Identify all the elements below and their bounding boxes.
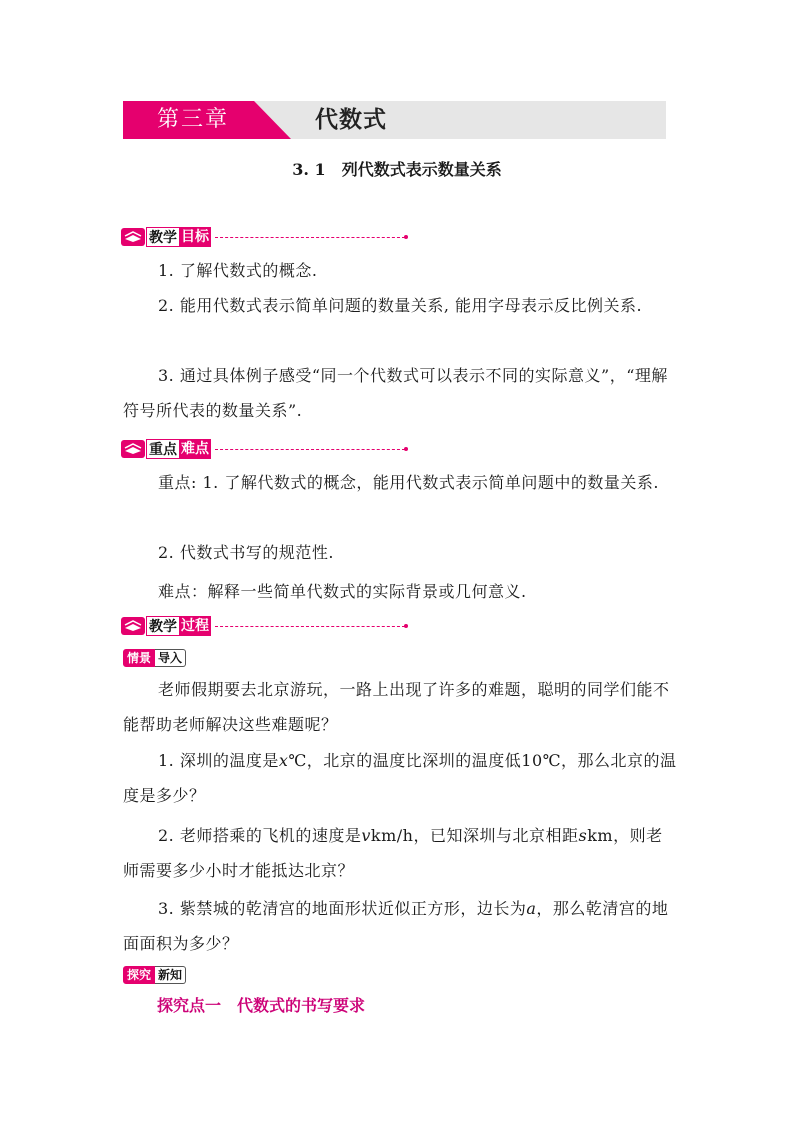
variable-s: s [578, 826, 588, 845]
book-icon [120, 227, 146, 247]
label-teaching-process [120, 616, 408, 636]
divider [215, 449, 405, 450]
divider-end [404, 447, 408, 451]
section-title: 3. 1 列代数式表示数量关系 [292, 160, 502, 179]
question-2: 2. 老师搭乘的飞机的速度是vkm/h，已知深圳与北京相距skm，则老师需要多少小时才能抵达北京？ [123, 826, 663, 880]
tag-explore-new [123, 966, 186, 984]
label-key-points [120, 439, 408, 459]
variable-a: a [526, 899, 537, 918]
label-part-1: 教学 [146, 227, 179, 247]
key-point-2: 2. 代数式书写的规范性. [158, 543, 334, 562]
divider-end [404, 624, 408, 628]
tag-part-2: 导入 [155, 649, 186, 667]
variable-x: x [278, 751, 289, 770]
tag-part-1: 情景 [123, 649, 155, 667]
explore-heading: 探究点一 代数式的书写要求 [157, 996, 366, 1015]
label-part-2: 过程 [181, 618, 209, 634]
goal-3: 3. 通过具体例子感受“同一个代数式可以表示不同的实际意义”，“理解符号所代表的数量关系”. [123, 366, 668, 420]
label-part-2: 目标 [181, 229, 209, 245]
question-1: 1. 深圳的温度是x℃，北京的温度比深圳的温度低10℃，那么北京的温度是多少？ [123, 751, 677, 805]
book-icon [120, 616, 146, 636]
key-point-1: 重点: 1. 了解代数式的概念，能用代数式表示简单问题中的数量关系. [158, 473, 659, 492]
goal-2: 2. 能用代数式表示简单问题的数量关系, 能用字母表示反比例关系. [158, 296, 643, 315]
difficulty: 难点：解释一些简单代数式的实际背景或几何意义. [158, 582, 527, 601]
chapter-number: 第三章 [157, 107, 230, 132]
intro-paragraph: 老师假期要去北京游玩，一路上出现了许多的难题，聪明的同学们能不能帮助老师解决这些难题呢？ [123, 680, 670, 734]
label-teaching-goals [120, 227, 408, 247]
divider [215, 626, 405, 627]
divider-end [404, 235, 408, 239]
label-part-1: 重点 [146, 439, 179, 459]
book-icon [120, 439, 146, 459]
chapter-title: 代数式 [315, 107, 387, 133]
label-part-2: 难点 [181, 441, 209, 457]
divider [215, 237, 405, 238]
goal-1: 1. 了解代数式的概念. [158, 261, 318, 280]
tag-part-1: 探究 [123, 966, 155, 984]
label-part-1: 教学 [146, 616, 179, 636]
tag-part-2: 新知 [155, 966, 186, 984]
question-3: 3. 紫禁城的乾清宫的地面形状近似正方形，边长为a，那么乾清宫的地面面积为多少？ [123, 899, 669, 953]
variable-v: v [361, 826, 371, 845]
tag-scenario-intro [123, 649, 186, 667]
